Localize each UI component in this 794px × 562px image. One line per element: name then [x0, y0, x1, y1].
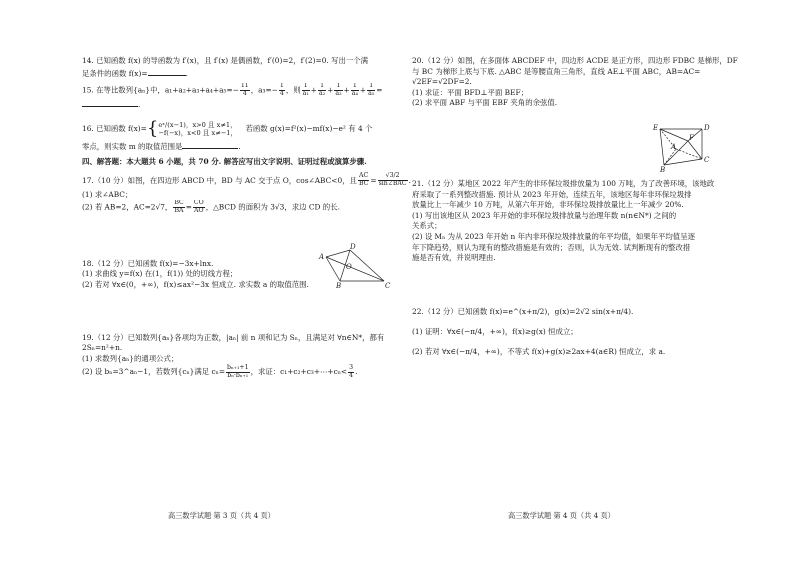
- q17-frac-ac-bc: $\frac{AC}{BC}$: [358, 172, 369, 188]
- q15-prefix: 15. 在等比数列{aₙ}中，a₁+a₂+a₃+a₄+a₅=−: [82, 85, 239, 95]
- q22-sub1a: (1) 证明：∀x∈: [412, 326, 462, 336]
- q15-eq: =: [376, 85, 383, 95]
- q19-frac-34: $\frac{3}{4}$: [349, 364, 354, 379]
- q19-sub1: (1) 求数列{aₙ}的通项公式；: [82, 353, 179, 363]
- q19-frac-c: $\frac{\text{bₙ₊₁+1}}{\text{bₙ·bₙ₊₁}}$: [227, 364, 249, 379]
- vertex-label-c: C: [385, 282, 391, 289]
- vertex-label-c: C: [704, 156, 710, 164]
- q15-mid2: ，则: [285, 85, 301, 95]
- q15-frac1: $\frac{11}{4}$: [240, 83, 249, 97]
- q17-sub2b: ，△BCD 的面积为 3√3，求边 CD 的长.: [205, 202, 340, 212]
- question-16: 16. 已知函数 f(x)={ eˣ/(x−1)，x>0 且 x≠1， −f(−x)，x<0 且 x≠−1， 若函数 g(x)=f²(x)−mf(x)−e² 有 4 个 零点，则实数 m 的取值范围是 .: [82, 118, 373, 152]
- vertex-label-e: E: [653, 124, 659, 132]
- q15-r3: $\frac{1}{\text{a₃}}$: [335, 83, 342, 97]
- q19-line1: 19.（12 分）已知数列{aₙ}各项均为正数，|aₙ| 前 n 项和记为 Sₙ，且满足对 ∀n∈N*，都有: [82, 332, 385, 342]
- question-21: [412, 179, 744, 264]
- q17-frac-sin: $\frac{√3/2}{\text{sin∠BAC}}$: [378, 172, 407, 188]
- q22-paren: (x+π/4): [602, 306, 632, 316]
- quadrilateral-figure: [316, 243, 394, 289]
- answer-blank[interactable]: [148, 67, 186, 76]
- piecewise-brace: {: [146, 118, 159, 140]
- q15-r4: $\frac{1}{\text{a₄}}$: [351, 83, 358, 97]
- q21-sub1b: 关系式；: [412, 221, 442, 231]
- q20-line2: 与 BC 为梯形上底与下底. △ABC 是等腰直角三角形，直线 AE⊥平面 ABC，AB=AC=: [412, 66, 701, 76]
- q22-sub2-range: (−π/4，+∞): [456, 346, 500, 356]
- q22-sub2b: ，不等式 f(x)+g(x)≥2ax+4(a∈R) 恒成立，求 a.: [499, 346, 666, 356]
- q14-line2: 足条件的函数 f(x)=: [82, 68, 148, 78]
- q17-sub1: (1) 求∠ABC；: [82, 189, 133, 199]
- q15-r5: $\frac{1}{\text{a₅}}$: [368, 83, 375, 97]
- q17-sub2a: (2) 若 AB=2，AC=2√7，: [82, 202, 173, 212]
- q21-sub1a: (1) 写出该地区从 2023 年开始的非环保垃圾排放量与治理年数 n(n∈N*) 之间的: [412, 210, 677, 220]
- vertex-label-a: A: [671, 143, 677, 151]
- page-footer-right: 高三数学试题 第 4 页（共 4 页）: [508, 511, 615, 520]
- vertex-label-d: D: [350, 243, 356, 251]
- q22-sub1b: ，f(x)≥g(x) 恒成立；: [504, 326, 578, 336]
- question-17: 17.（10 分）如图，在四边形 ABCD 中，BD 与 AC 交于点 O，cos∠ABC<0，且 $\frac{AC}{BC}$ = $\frac{√3/2}{\text{sin∠BAC}}$ . (1) 求∠ABC； (2) 若 AB=2，AC=2√7， $\frac{BC}{BA}$ = $\frac{CO}{AO}$ ，△BCD 的面积为 3√3，求边 CD 的长.: [82, 172, 427, 215]
- q20-sub2: (2) 求平面 ABF 与平面 EBF 夹角的余弦值.: [412, 98, 558, 108]
- vertex-label-b: B: [336, 282, 342, 289]
- q16-prefix: 16. 已知函数 f(x)=: [82, 124, 147, 134]
- vertex-label-a: A: [319, 253, 325, 261]
- q20-line3: √2EF=√2DF=2.: [412, 77, 472, 87]
- q21-sub2a: (2) 设 Mₙ 为从 2023 年开始 n 年内非环保垃圾排放量的年平均值，如果年平均值呈逐: [412, 231, 695, 241]
- q21-line2: 府采取了一系列整改措施. 预计从 2023 年开始，连续五年，该地区每年非环保垃圾排: [412, 189, 692, 199]
- polyhedron-figure: [652, 119, 712, 173]
- question-14: 14. 已知函数 f(x) 的导函数为 f′(x)，且 f′(x) 是偶函数，f′(0)=2，f′(2)=0. 写出一个满 足条件的函数 f(x)= .: [82, 56, 427, 79]
- q19-sub2b: ，求证：c₁+c₂+c₃+⋯+cₙ<: [250, 367, 348, 377]
- q21-sub2c: 施是否有效，并说明理由.: [412, 253, 496, 263]
- answer-blank[interactable]: [82, 98, 138, 107]
- vertex-label-f: F: [689, 134, 694, 142]
- q21-sub2b: 年下降趋势，则认为现有的整改措施是有效的；否则，认为无效. 试判断现有的整改措: [412, 242, 691, 252]
- question-22: 22.（12 分）已知函数 f(x)=e^(x+π/2)，g(x)=2√2 sin(x+π/4). (1) 证明：∀x∈(−π/4，+∞)，f(x)≥g(x) 恒成立； (2) 若对 ∀x∈(−π/4，+∞)，不等式 f(x)+g(x)≥2ax+4(a∈R) 恒成立，求 a.: [412, 306, 666, 356]
- q22-sub2a: (2) 若对 ∀x∈: [412, 346, 457, 356]
- q15-mid: ，a₃=−: [250, 85, 278, 95]
- q19-sub2a: (2) 设 bₙ=3^aₙ−1，若数列{cₙ}满足 cₙ=: [82, 367, 226, 377]
- q18-line1: 18.（12 分）已知函数 f(x)=−3x+lnx.: [82, 258, 214, 268]
- q15-r1: $\frac{1}{\text{a₁}}$: [302, 83, 309, 97]
- vertex-label-d: D: [704, 124, 710, 132]
- q16-line2: 零点，则实数 m 的取值范围是: [82, 142, 183, 152]
- question-19: 19.（12 分）已知数列{aₙ}各项均为正数，|aₙ| 前 n 项和记为 Sₙ，且满足对 ∀n∈N*，都有 2Sₙ=n²+n. (1) 求数列{aₙ}的通项公式； (2) 设 bₙ=3^aₙ−1，若数列{cₙ}满足 cₙ= $\frac{\text{bₙ₊₁+1}}{\text{bₙ·bₙ₊₁}}$ ，求证：c₁+c₂+c₃+⋯+cₙ< $\frac{3}{4}$ .: [82, 333, 427, 381]
- section-4-header: 四、解答题：本大题共 6 小题，共 70 分. 解答应写出文字说明、证明过程或演算步骤.: [82, 156, 367, 166]
- vertex-label-o: O: [346, 263, 352, 271]
- piecewise-cases: eˣ/(x−1)，x>0 且 x≠1， −f(−x)，x<0 且 x≠−1，: [158, 121, 238, 138]
- vertex-label-b: B: [660, 166, 666, 173]
- q18-sub1: (1) 求曲线 y=f(x) 在(1，f(1)) 处的切线方程；: [82, 269, 238, 279]
- q19-line2: 2Sₙ=n²+n.: [82, 343, 123, 353]
- q20-sub1: (1) 求证：平面 BFD⊥平面 BEF；: [412, 87, 529, 97]
- question-15: 15. 在等比数列{aₙ}中，a₁+a₂+a₃+a₄+a₅=− $\frac{11}{4}$ ，a₃=− $\frac{1}{4}$ ，则 $\frac{1}{\text{a₁}}$ + $\frac{1}{\text{a₂}}$ + $\frac{1}{\text{a₃}}$ + $\frac{1}{\text{a₄}}$ + $\frac{1}{\text{a₅}}$ = .: [82, 83, 383, 109]
- q21-line3: 放量比上一年减少 10 万吨，从第六年开始，非环保垃圾排放量比上一年减少 20%.: [412, 200, 684, 210]
- q16-mid: 若函数 g(x)=f²(x)−mf(x)−e² 有 4 个: [245, 124, 373, 134]
- q20-line1: 20.（12 分）如图，在多面体 ABCDEF 中，四边形 ACDE 是正方形，四边形 FDBC 是梯形，DF: [412, 56, 738, 65]
- q15-frac2: $\frac{1}{4}$: [279, 83, 284, 97]
- q21-line1: 21.（12 分）某地区 2022 年产生的非环保垃圾排放量为 100 万吨，为了改善环境，该地政: [412, 178, 715, 188]
- q18-sub2: (2) 若对 ∀x∈(0，+∞)，f(x)≤ax²−3x 恒成立. 求实数 a 的取值范围.: [82, 279, 309, 289]
- q17-frac-bc-ba: $\frac{BC}{BA}$: [174, 200, 184, 214]
- answer-blank[interactable]: [182, 140, 238, 149]
- q15-r2: $\frac{1}{\text{a₂}}$: [319, 83, 326, 97]
- left-column: [82, 56, 427, 380]
- q17-frac-co-ao: $\frac{CO}{AO}$: [193, 200, 204, 214]
- question-20: [412, 56, 744, 109]
- q17-line1: 17.（10 分）如图，在四边形 ABCD 中，BD 与 AC 交于点 O，cos∠ABC<0，且: [82, 175, 357, 185]
- q22-sub1-range: (−π/4，+∞): [461, 326, 505, 336]
- right-column: [412, 56, 744, 360]
- q22-line1: 22.（12 分）已知函数 f(x)=e^(x+π/2)，g(x)=2√2 sin: [412, 306, 603, 316]
- q14-line1: 14. 已知函数 f(x) 的导函数为 f′(x)，且 f′(x) 是偶函数，f′(0)=2，f′(2)=0. 写出一个满: [82, 56, 369, 65]
- page-footer-left: 高三数学试题 第 3 页（共 4 页）: [168, 511, 275, 520]
